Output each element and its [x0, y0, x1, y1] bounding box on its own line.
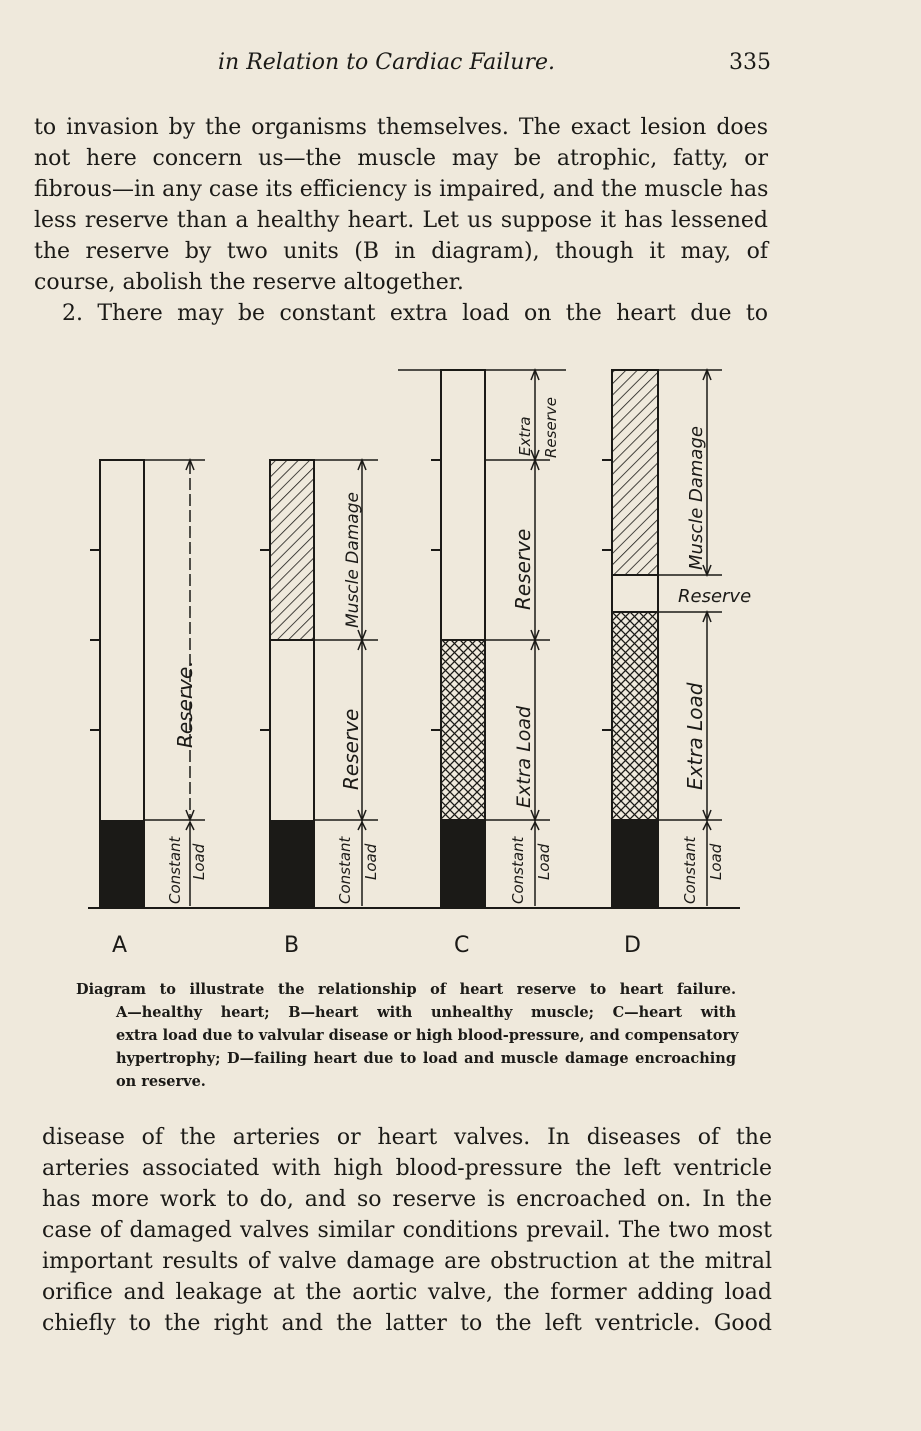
text-line: arteries associated with high blood-pressure the left ventricle: [42, 1156, 772, 1181]
panel-d: [602, 370, 751, 958]
label-reserve-small: Reserve: [542, 397, 560, 458]
caption-line: A—healthy heart; B—heart with unhealthy muscle; C—heart with: [116, 1004, 736, 1021]
figure-caption: [76, 978, 739, 1093]
panel-letter: C: [454, 933, 470, 958]
label-reserve: Reserve: [511, 528, 535, 610]
label-extra-load: Extra Load: [683, 682, 707, 790]
constant-load-block: [612, 820, 658, 908]
running-title: in Relation to Cardiac Failure.: [218, 50, 555, 75]
text-line: the reserve by two units (B in diagram), though it may, of: [34, 239, 768, 264]
panel-b: [260, 460, 380, 958]
label-constant: Constant: [509, 836, 527, 904]
text-line: chiefly to the right and the latter to the left ventricle. Good: [42, 1311, 772, 1336]
label-reserve: Reserve.: [173, 660, 197, 748]
paragraph-bottom: [42, 1122, 772, 1339]
label-load: Load: [190, 843, 208, 880]
text-line: less reserve than a healthy heart. Let us suppose it has lessened: [34, 208, 768, 233]
text-line: orifice and leakage at the aortic valve, the former adding load: [42, 1280, 772, 1305]
panel-letter: B: [284, 933, 300, 958]
panel-letter: A: [112, 933, 128, 958]
muscle-damage-block: [270, 460, 314, 640]
constant-load-block: [100, 820, 144, 908]
text-line: important results of valve damage are obstruction at the mitral: [42, 1249, 772, 1274]
text-line: course, abolish the reserve altogether.: [34, 270, 464, 295]
text-line: 2. There may be constant extra load on the heart due to: [62, 301, 768, 326]
panel-a: [90, 460, 208, 958]
caption-line: extra load due to valvular disease or high blood-pressure, and compensatory: [116, 1027, 739, 1044]
text-line: fibrous—in any case its efficiency is impaired, and the muscle has: [34, 177, 769, 202]
extra-load-block: [441, 640, 485, 820]
label-constant: Constant: [681, 836, 699, 904]
label-extra: Extra: [516, 416, 534, 456]
extra-load-block: [612, 612, 658, 820]
label-muscle-damage: Muscle Damage: [343, 492, 363, 628]
label-constant: Constant: [336, 836, 354, 904]
label-reserve: Reserve: [339, 708, 363, 790]
label-reserve: Reserve: [678, 586, 752, 607]
panel-letter: D: [624, 933, 641, 958]
text-line: to invasion by the organisms themselves. The exact lesion does: [34, 115, 768, 140]
text-line: has more work to do, and so reserve is encroached on. In the: [42, 1187, 772, 1212]
caption-line: Diagram to illustrate the relationship of heart reserve to heart failure.: [76, 981, 736, 998]
caption-line: on reserve.: [116, 1073, 206, 1090]
panel-c: [398, 370, 566, 958]
label-load: Load: [535, 843, 553, 880]
text-line: not here concern us—the muscle may be atrophic, fatty, or: [34, 146, 768, 171]
constant-load-block: [270, 820, 314, 908]
text-line: case of damaged valves similar conditions prevail. The two most: [42, 1218, 772, 1243]
label-constant: Constant: [166, 836, 184, 904]
label-muscle-damage: Muscle Damage: [686, 426, 707, 570]
label-load: Load: [362, 843, 380, 880]
label-load: Load: [707, 843, 725, 880]
label-extra-load: Extra Load: [513, 705, 535, 808]
constant-load-block: [441, 820, 485, 908]
text-line: disease of the arteries or heart valves. In diseases of the: [42, 1125, 772, 1150]
page-number: 335: [729, 50, 771, 75]
muscle-damage-block: [612, 370, 658, 575]
caption-line: hypertrophy; D—failing heart due to load and muscle damage encroaching: [116, 1050, 736, 1067]
